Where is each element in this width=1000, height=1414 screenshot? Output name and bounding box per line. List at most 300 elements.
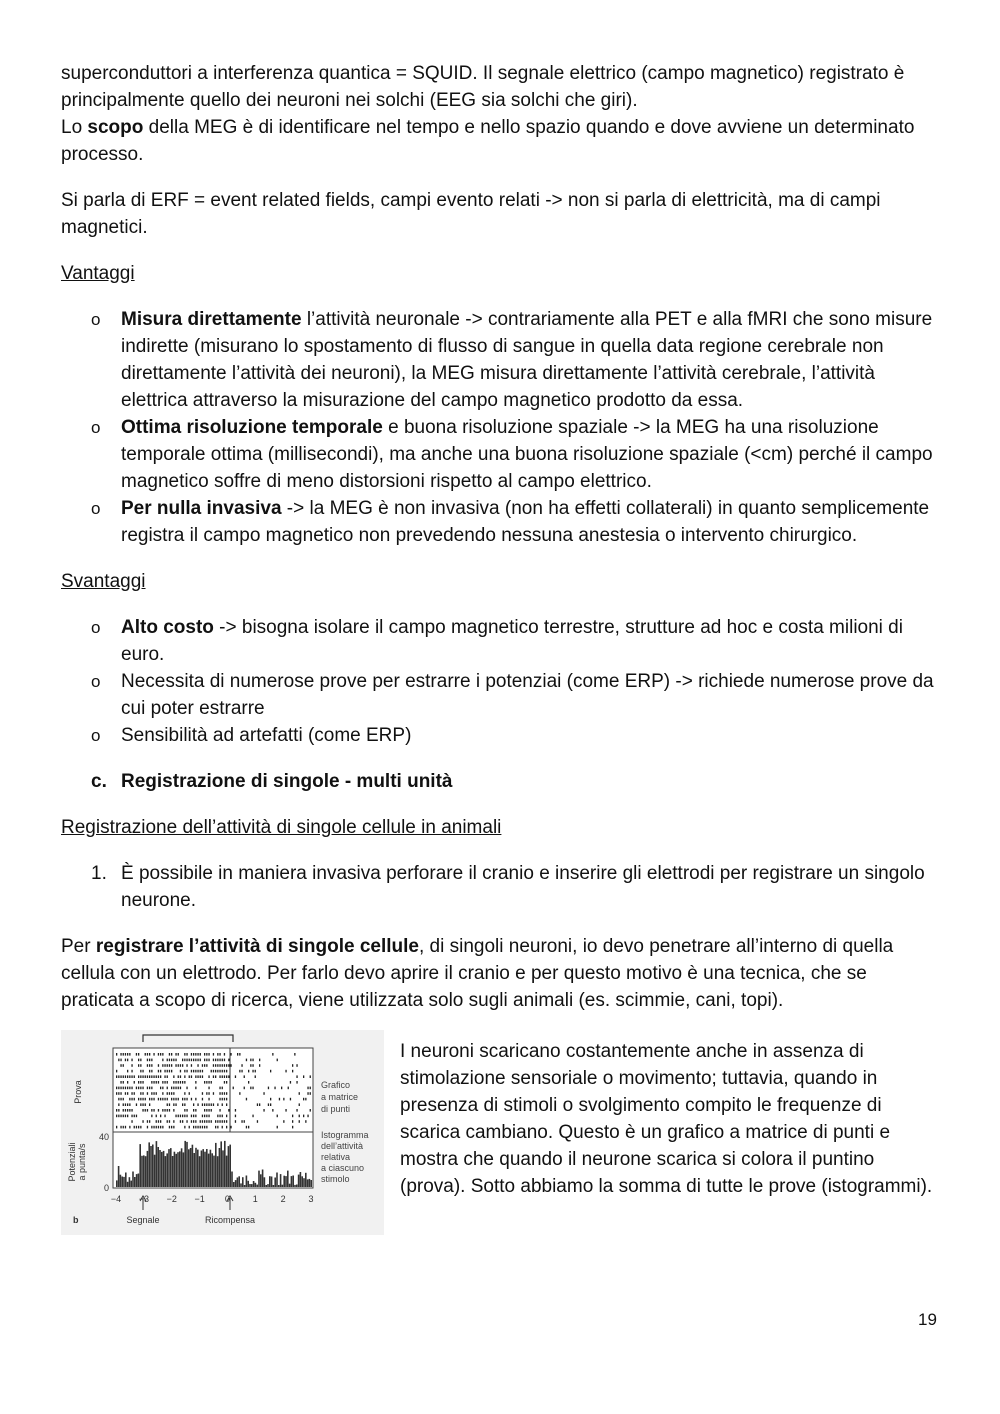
bullet-marker: o <box>91 418 101 437</box>
histogram-bar <box>256 1185 258 1187</box>
raster-spike <box>193 1120 194 1123</box>
raster-spike <box>235 1120 236 1123</box>
raster-spike <box>184 1103 185 1106</box>
raster-spike <box>228 1109 229 1112</box>
raster-spike <box>158 1053 159 1056</box>
bullet-marker: o <box>91 310 101 329</box>
histogram-bar <box>309 1179 311 1187</box>
raster-spike <box>127 1087 128 1090</box>
raster-spike <box>197 1064 198 1067</box>
histogram-bar <box>260 1174 262 1187</box>
histogram-bar <box>118 1166 120 1187</box>
raster-spike <box>226 1070 227 1073</box>
histogram-bar <box>116 1180 118 1187</box>
histogram-bar <box>161 1152 163 1187</box>
raster-spike <box>118 1103 119 1106</box>
raster-spike <box>138 1064 139 1067</box>
raster-spike <box>153 1092 154 1095</box>
y-label-trials: Prova <box>73 1080 83 1104</box>
raster-spike <box>116 1053 117 1056</box>
histogram-bar <box>238 1176 240 1187</box>
raster-spike <box>208 1092 209 1095</box>
raster-spike <box>173 1098 174 1101</box>
histogram-bar <box>147 1151 149 1187</box>
raster-spike <box>191 1070 192 1073</box>
raster-spike <box>202 1098 203 1101</box>
raster-spike <box>175 1064 176 1067</box>
histogram-bar <box>181 1148 183 1187</box>
histogram-bar <box>305 1173 307 1187</box>
list-item-risoluzione: o Ottima risoluzione temporale e buona risoluzione spaziale -> la MEG ha una risoluzione temporale ottima (millisecondi), ma anche una buona risoluzione spaziale (<cm) perché il campo magnetico soffre di meno distorsioni rispetto al campo elettrico. <box>61 414 941 495</box>
raster-spike <box>162 1098 163 1101</box>
raster-spike <box>149 1053 150 1056</box>
raster-spike <box>184 1115 185 1118</box>
raster-spike <box>206 1081 207 1084</box>
raster-spike <box>208 1059 209 1062</box>
raster-spike <box>127 1115 128 1118</box>
raster-spike <box>129 1075 130 1078</box>
list-item-artefatti: o Sensibilità ad artefatti (come ERP) <box>61 722 941 749</box>
raster-spike <box>131 1092 132 1095</box>
raster-spike <box>197 1103 198 1106</box>
histogram-bar <box>166 1153 168 1187</box>
raster-spike <box>208 1109 209 1112</box>
raster-spike <box>151 1098 152 1101</box>
raster-spike <box>140 1098 141 1101</box>
raster-spike <box>123 1053 124 1056</box>
raster-spike <box>123 1087 124 1090</box>
histogram-bar <box>197 1150 199 1187</box>
raster-spike <box>193 1126 194 1129</box>
raster-spike <box>215 1064 216 1067</box>
raster-spike <box>116 1087 117 1090</box>
raster-spike <box>195 1109 196 1112</box>
raster-spike <box>303 1075 304 1078</box>
raster-spike <box>206 1120 207 1123</box>
raster-spike <box>191 1059 192 1062</box>
raster-spike <box>125 1115 126 1118</box>
histogram-bar <box>123 1177 125 1187</box>
raster-spike <box>226 1115 227 1118</box>
raster-spike <box>173 1120 174 1123</box>
raster-spike <box>244 1087 245 1090</box>
raster-spike <box>151 1081 152 1084</box>
raster-spike <box>200 1075 201 1078</box>
raster-spike <box>129 1109 130 1112</box>
raster-spike <box>184 1053 185 1056</box>
raster-spike <box>189 1059 190 1062</box>
raster-spike <box>182 1081 183 1084</box>
raster-spike <box>292 1070 293 1073</box>
histogram-bar <box>165 1156 167 1187</box>
raster-spike <box>162 1087 163 1090</box>
histogram-bar <box>129 1177 131 1187</box>
y-tick-0: 0 <box>103 1183 109 1193</box>
raster-spike <box>125 1103 126 1106</box>
raster-spike <box>184 1081 185 1084</box>
raster-spike <box>270 1098 271 1101</box>
raster-spike <box>171 1053 172 1056</box>
raster-spike <box>158 1109 159 1112</box>
panel-letter: b <box>73 1215 79 1225</box>
raster-spike <box>191 1075 192 1078</box>
histogram-bar <box>265 1185 267 1187</box>
histogram-bar <box>247 1181 249 1187</box>
raster-spike <box>246 1126 247 1129</box>
raster-spike <box>178 1115 179 1118</box>
raster-spike <box>211 1081 212 1084</box>
histogram-bar <box>222 1150 224 1187</box>
raster-spike <box>186 1087 187 1090</box>
raster-spike <box>213 1075 214 1078</box>
raster-spike <box>277 1115 278 1118</box>
histogram-bar <box>273 1185 275 1187</box>
raster-spike <box>208 1081 209 1084</box>
raster-spike <box>173 1087 174 1090</box>
histogram-bar <box>193 1153 195 1187</box>
raster-spike <box>160 1115 161 1118</box>
x-tick-label: 1 <box>252 1194 258 1204</box>
raster-spike <box>120 1081 121 1084</box>
document-page <box>61 60 941 1240</box>
raster-spike <box>305 1120 306 1123</box>
raster-spike <box>118 1075 119 1078</box>
svantaggi-heading: Svantaggi <box>61 571 146 592</box>
raster-spike <box>169 1092 170 1095</box>
raster-spike <box>158 1081 159 1084</box>
raster-spike <box>204 1103 205 1106</box>
raster-spike <box>136 1126 137 1129</box>
raster-spike <box>167 1075 168 1078</box>
histogram-bar <box>136 1174 138 1187</box>
raster-spike <box>149 1059 150 1062</box>
raster-spike <box>277 1126 278 1129</box>
raster-spike <box>208 1103 209 1106</box>
raster-spike <box>131 1120 132 1123</box>
raster-spike <box>186 1120 187 1123</box>
raster-spike <box>149 1120 150 1123</box>
raster-spike <box>158 1126 159 1129</box>
histogram-bar <box>217 1156 219 1187</box>
raster-spike <box>228 1064 229 1067</box>
histogram-bar <box>276 1173 278 1188</box>
raster-spike <box>140 1064 141 1067</box>
raster-spike <box>206 1126 207 1129</box>
scope-bold: scopo <box>87 117 144 138</box>
raster-spike <box>175 1087 176 1090</box>
raster-spike <box>169 1109 170 1112</box>
histogram-bar <box>220 1141 222 1187</box>
list-item-prove: o Necessita di numerose prove per estrarre i potenziai (come ERP) -> richiede numerose prove da cui poter estrarre <box>61 668 941 722</box>
raster-spike <box>213 1070 214 1073</box>
raster-spike <box>142 1070 143 1073</box>
raster-spike <box>153 1109 154 1112</box>
histogram-bar <box>120 1175 122 1187</box>
histogram-bar <box>127 1182 129 1187</box>
raster-spike <box>125 1109 126 1112</box>
raster-spike <box>140 1087 141 1090</box>
raster-spike <box>149 1075 150 1078</box>
raster-spike <box>180 1120 181 1123</box>
raster-spike <box>191 1053 192 1056</box>
section-c-heading: c. Registrazione di singole - multi unità <box>91 771 453 792</box>
raster-spike <box>248 1126 249 1129</box>
raster-spike <box>167 1064 168 1067</box>
raster-spike <box>164 1064 165 1067</box>
raster-spike <box>175 1098 176 1101</box>
raster-spike <box>206 1092 207 1095</box>
histogram-bar <box>177 1152 179 1187</box>
bullet-marker: o <box>91 618 101 637</box>
raster-spike <box>206 1109 207 1112</box>
raster-spike <box>149 1070 150 1073</box>
raster-spike <box>156 1081 157 1084</box>
raster-spike <box>299 1115 300 1118</box>
raster-spike <box>279 1098 280 1101</box>
raster-spike <box>120 1098 121 1101</box>
raster-spike <box>162 1064 163 1067</box>
single-cells-paragraph: Per registrare l’attività di singole cellule, di singoli neuroni, io devo penetrare all’interno di quella cellula con un elettrodo. Per farlo devo aprire il cranio e per questo motivo è una tecnica, che se praticata a scopo di ricerca, viene utilizzata solo sugli animali (es. scimmie, cani, topi). <box>61 936 894 1011</box>
raster-spike <box>200 1053 201 1056</box>
raster-spike <box>285 1109 286 1112</box>
raster-spike <box>208 1075 209 1078</box>
raster-spike <box>169 1126 170 1129</box>
raster-spike <box>160 1098 161 1101</box>
x-tick-label: 2 <box>280 1194 286 1204</box>
time-bracket <box>143 1035 233 1042</box>
histogram-bar <box>184 1141 186 1187</box>
raster-spike <box>307 1087 308 1090</box>
svg-text:a matrice: a matrice <box>321 1092 359 1102</box>
raster-spike <box>226 1064 227 1067</box>
histogram-bar <box>213 1156 215 1187</box>
histogram-bar <box>244 1185 246 1187</box>
y-label-potentials: Potenziali <box>67 1142 77 1182</box>
raster-spike <box>224 1098 225 1101</box>
raster-spike <box>138 1098 139 1101</box>
raster-spike <box>120 1064 121 1067</box>
raster-spike <box>274 1087 275 1090</box>
raster-spike <box>123 1081 124 1084</box>
raster-spike <box>169 1070 170 1073</box>
raster-spike <box>156 1092 157 1095</box>
raster-spike <box>125 1087 126 1090</box>
raster-spike <box>116 1115 117 1118</box>
svg-text:Grafico: Grafico <box>321 1080 351 1090</box>
raster-spike <box>202 1120 203 1123</box>
histogram-bar <box>125 1173 127 1188</box>
raster-spike <box>171 1064 172 1067</box>
raster-spike <box>213 1059 214 1062</box>
raster-spike <box>175 1059 176 1062</box>
raster-spike <box>156 1075 157 1078</box>
page-number: 19 <box>918 1310 937 1329</box>
raster-spike <box>151 1064 152 1067</box>
raster-spike <box>211 1070 212 1073</box>
signal-label: Segnale <box>126 1215 160 1225</box>
histogram-bar <box>240 1183 242 1187</box>
histogram-bar <box>274 1178 276 1188</box>
raster-spike <box>142 1081 143 1084</box>
raster-spike <box>118 1059 119 1062</box>
raster-spike <box>211 1103 212 1106</box>
raster-spike <box>241 1120 242 1123</box>
raster-spike <box>246 1059 247 1062</box>
raster-spike <box>158 1098 159 1101</box>
raster-spike <box>142 1087 143 1090</box>
raster-spike <box>175 1103 176 1106</box>
raster-spike <box>180 1075 181 1078</box>
histogram-bar <box>226 1156 228 1187</box>
raster-spike <box>169 1120 170 1123</box>
raster-spike <box>193 1070 194 1073</box>
raster-spike <box>173 1059 174 1062</box>
raster-spike <box>153 1098 154 1101</box>
raster-spike <box>211 1120 212 1123</box>
raster-label <box>321 1080 358 1114</box>
raster-spike <box>215 1075 216 1078</box>
raster-spike <box>158 1064 159 1067</box>
raster-spike <box>259 1064 260 1067</box>
raster-spike <box>305 1098 306 1101</box>
raster-spike <box>215 1070 216 1073</box>
histogram-bar <box>262 1170 264 1188</box>
raster-spike <box>147 1109 148 1112</box>
raster-spike <box>145 1075 146 1078</box>
raster-spike <box>230 1053 231 1056</box>
raster-spike <box>140 1103 141 1106</box>
histogram-bar <box>156 1141 158 1187</box>
histogram-bar <box>298 1175 300 1187</box>
erf-paragraph: Si parla di ERF = event related fields, campi evento relati -> non si parla di elettricità, ma di campi magnetici. <box>61 190 881 238</box>
histogram-bar <box>258 1171 260 1187</box>
raster-spike <box>123 1109 124 1112</box>
histogram-bar <box>303 1178 305 1187</box>
raster-spike <box>283 1098 284 1101</box>
histogram-bar <box>175 1154 177 1187</box>
raster-spike <box>252 1059 253 1062</box>
raster-spike <box>147 1126 148 1129</box>
raster-spike <box>116 1092 117 1095</box>
histogram-bar <box>246 1176 248 1188</box>
raster-spike <box>296 1081 297 1084</box>
raster-spike <box>239 1070 240 1073</box>
raster-spike <box>136 1103 137 1106</box>
raster-spike <box>151 1092 152 1095</box>
raster-spike <box>213 1103 214 1106</box>
raster-spike <box>228 1059 229 1062</box>
raster-spike <box>226 1120 227 1123</box>
raster-spike <box>222 1126 223 1129</box>
figure-row <box>61 1030 941 1240</box>
raster-spike <box>151 1087 152 1090</box>
raster-spike <box>175 1053 176 1056</box>
raster-spike <box>197 1053 198 1056</box>
raster-spike <box>156 1126 157 1129</box>
raster-spike <box>186 1070 187 1073</box>
histogram-bar <box>192 1145 194 1187</box>
raster-spike <box>173 1081 174 1084</box>
raster-spike <box>290 1081 291 1084</box>
histogram-bar <box>154 1155 156 1187</box>
raster-spike <box>118 1098 119 1101</box>
raster-spike <box>142 1092 143 1095</box>
histogram-bar <box>300 1172 302 1187</box>
raster-spike <box>303 1098 304 1101</box>
raster-spike <box>158 1070 159 1073</box>
raster-spike <box>222 1092 223 1095</box>
histogram-bar <box>211 1153 213 1187</box>
raster-spike <box>147 1064 148 1067</box>
raster-spike <box>191 1115 192 1118</box>
raster-spike <box>219 1115 220 1118</box>
raster-spike <box>125 1059 126 1062</box>
raster-spike <box>171 1098 172 1101</box>
raster-spike <box>178 1087 179 1090</box>
raster-spike <box>222 1103 223 1106</box>
raster-spike <box>219 1075 220 1078</box>
raster-spike <box>208 1120 209 1123</box>
raster-spike <box>131 1075 132 1078</box>
raster-spike <box>160 1087 161 1090</box>
raster-spike <box>299 1092 300 1095</box>
raster-spike <box>292 1126 293 1129</box>
raster-spike <box>259 1059 260 1062</box>
raster-spike <box>226 1103 227 1106</box>
raster-spike <box>202 1064 203 1067</box>
raster-spike <box>224 1053 225 1056</box>
raster-spike <box>173 1075 174 1078</box>
raster-spike <box>299 1103 300 1106</box>
histogram-bar <box>121 1177 123 1188</box>
x-tick-label: −2 <box>166 1194 177 1204</box>
raster-spike <box>204 1115 205 1118</box>
raster-spike <box>120 1115 121 1118</box>
raster-spike <box>206 1115 207 1118</box>
raster-spike <box>215 1126 216 1129</box>
raster-spike <box>310 1075 311 1078</box>
raster-spike <box>158 1120 159 1123</box>
histogram-bar <box>168 1149 170 1187</box>
raster-spike <box>120 1126 121 1129</box>
raster-spike <box>158 1075 159 1078</box>
histogram-bar <box>208 1154 210 1187</box>
histogram-bar <box>301 1176 303 1187</box>
raster-spike <box>195 1053 196 1056</box>
raster-spike <box>239 1092 240 1095</box>
raster-spike <box>131 1070 132 1073</box>
raster-spike <box>127 1092 128 1095</box>
raster-spike <box>129 1053 130 1056</box>
raster-spike <box>277 1059 278 1062</box>
raster-spike <box>151 1126 152 1129</box>
histogram-bar <box>157 1147 159 1187</box>
raster-spike <box>127 1109 128 1112</box>
raster-spike <box>272 1053 273 1056</box>
raster-spike <box>189 1092 190 1095</box>
raster-spike <box>171 1092 172 1095</box>
raster-spike <box>129 1098 130 1101</box>
raster-spike <box>138 1075 139 1078</box>
raster-spike <box>226 1075 227 1078</box>
raster-spike <box>118 1115 119 1118</box>
raster-spike <box>213 1053 214 1056</box>
raster-spike <box>142 1075 143 1078</box>
raster-spike <box>169 1059 170 1062</box>
raster-spike <box>296 1109 297 1112</box>
raster-spike <box>153 1075 154 1078</box>
raster-spike <box>129 1126 130 1129</box>
